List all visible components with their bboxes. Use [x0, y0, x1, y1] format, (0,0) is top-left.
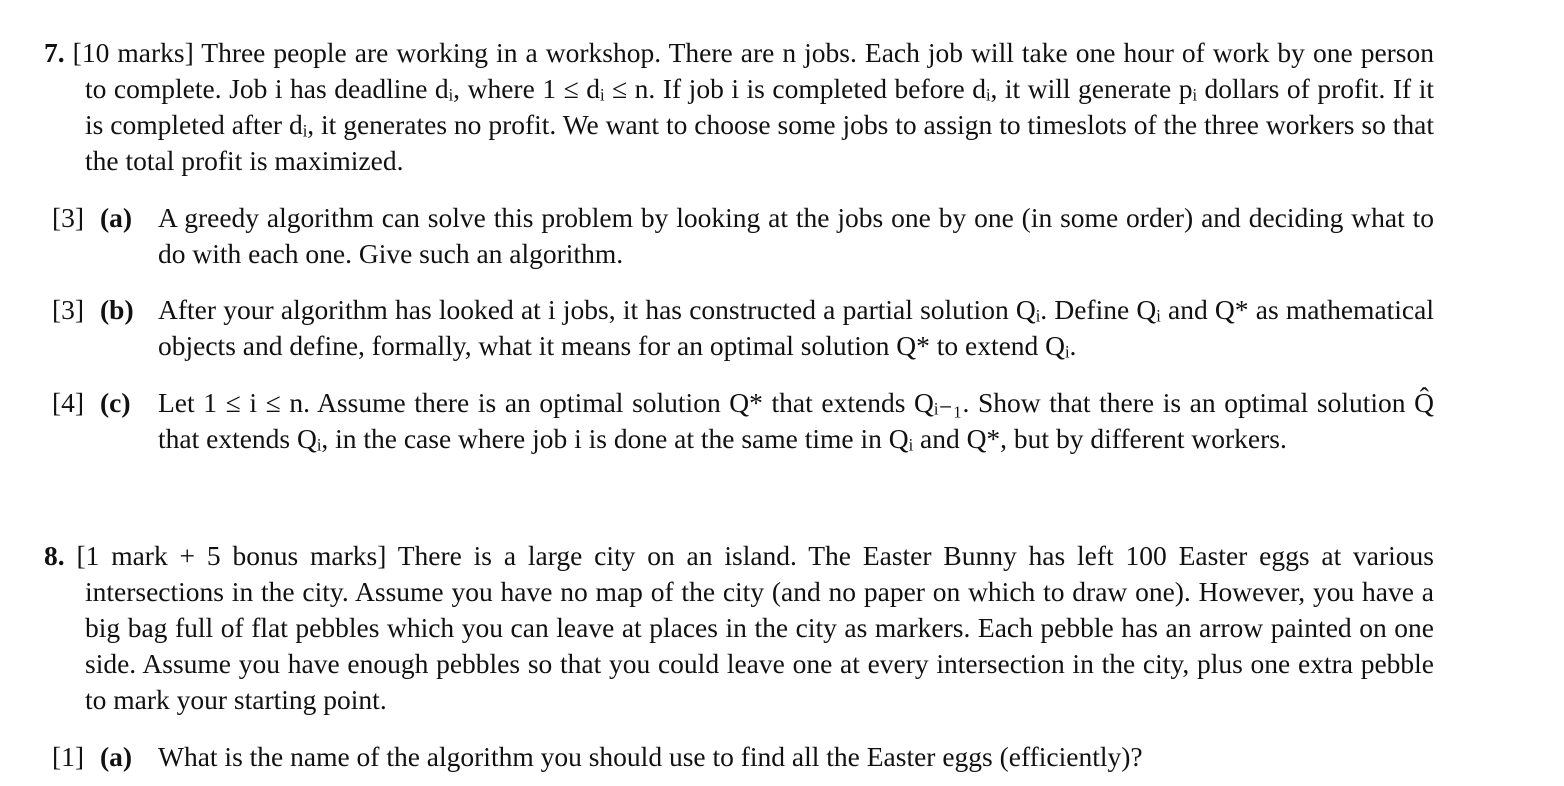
- part-marks: [3]: [52, 202, 85, 233]
- part-label: (b): [100, 294, 134, 325]
- question-7-body: [44, 35, 1434, 179]
- question-8-number: 8.: [44, 540, 65, 571]
- question-8: [44, 538, 1434, 718]
- part-label: (c): [100, 387, 131, 418]
- part-label: (a): [100, 202, 133, 233]
- question-8-part-a: [52, 739, 1434, 775]
- part-marks: [1]: [52, 741, 85, 772]
- question-7-part-b: [52, 292, 1434, 364]
- part-label: (a): [100, 741, 133, 772]
- question-7: [44, 35, 1434, 179]
- question-7-part-a: [52, 200, 1434, 272]
- part-marks: [3]: [52, 294, 85, 325]
- question-7-part-c: [52, 385, 1434, 457]
- part-text: After your algorithm has looked at i jobs, it has constructed a partial solution Qᵢ. Define Qᵢ and Q* as mathematical objects and define, formally, what it means for an optimal solution Q* to extend Qᵢ.: [158, 294, 1434, 361]
- part-text: A greedy algorithm can solve this problem by looking at the jobs one by one (in some order) and deciding what to do with each one. Give such an algorithm.: [158, 202, 1434, 269]
- question-7-number: 7.: [44, 37, 65, 68]
- question-7-text: [10 marks] Three people are working in a workshop. There are n jobs. Each job will take one hour of work by one person to complete. Job i has deadline dᵢ, where 1 ≤ dᵢ ≤ n. If job i is completed before dᵢ, it will generate pᵢ dollars of profit. If it is completed after dᵢ, it generates no profit. We want to choose some jobs to assign to timeslots of the three workers so that the total profit is maximized.: [72, 37, 1435, 176]
- part-marks: [4]: [52, 387, 85, 418]
- part-text: What is the name of the algorithm you should use to find all the Easter eggs (efficiently)?: [158, 741, 1143, 772]
- question-8-body: [44, 538, 1434, 718]
- part-text: Let 1 ≤ i ≤ n. Assume there is an optimal solution Q* that extends Qᵢ₋₁. Show that there is an optimal solution Q̂ that extends Qᵢ, in the case where job i is done at the same time in Qᵢ and Q*, but by different workers.: [158, 387, 1434, 454]
- question-8-text: [1 mark + 5 bonus marks] There is a large city on an island. The Easter Bunny has left 100 Easter eggs at various intersections in the city. Assume you have no map of the city (and no paper on which to draw one). However, you have a big bag full of flat pebbles which you can leave at places in the city as markers. Each pebble has an arrow painted on one side. Assume you have enough pebbles so that you could leave one at every intersection in the city, plus one extra pebble to mark your starting point.: [76, 540, 1435, 715]
